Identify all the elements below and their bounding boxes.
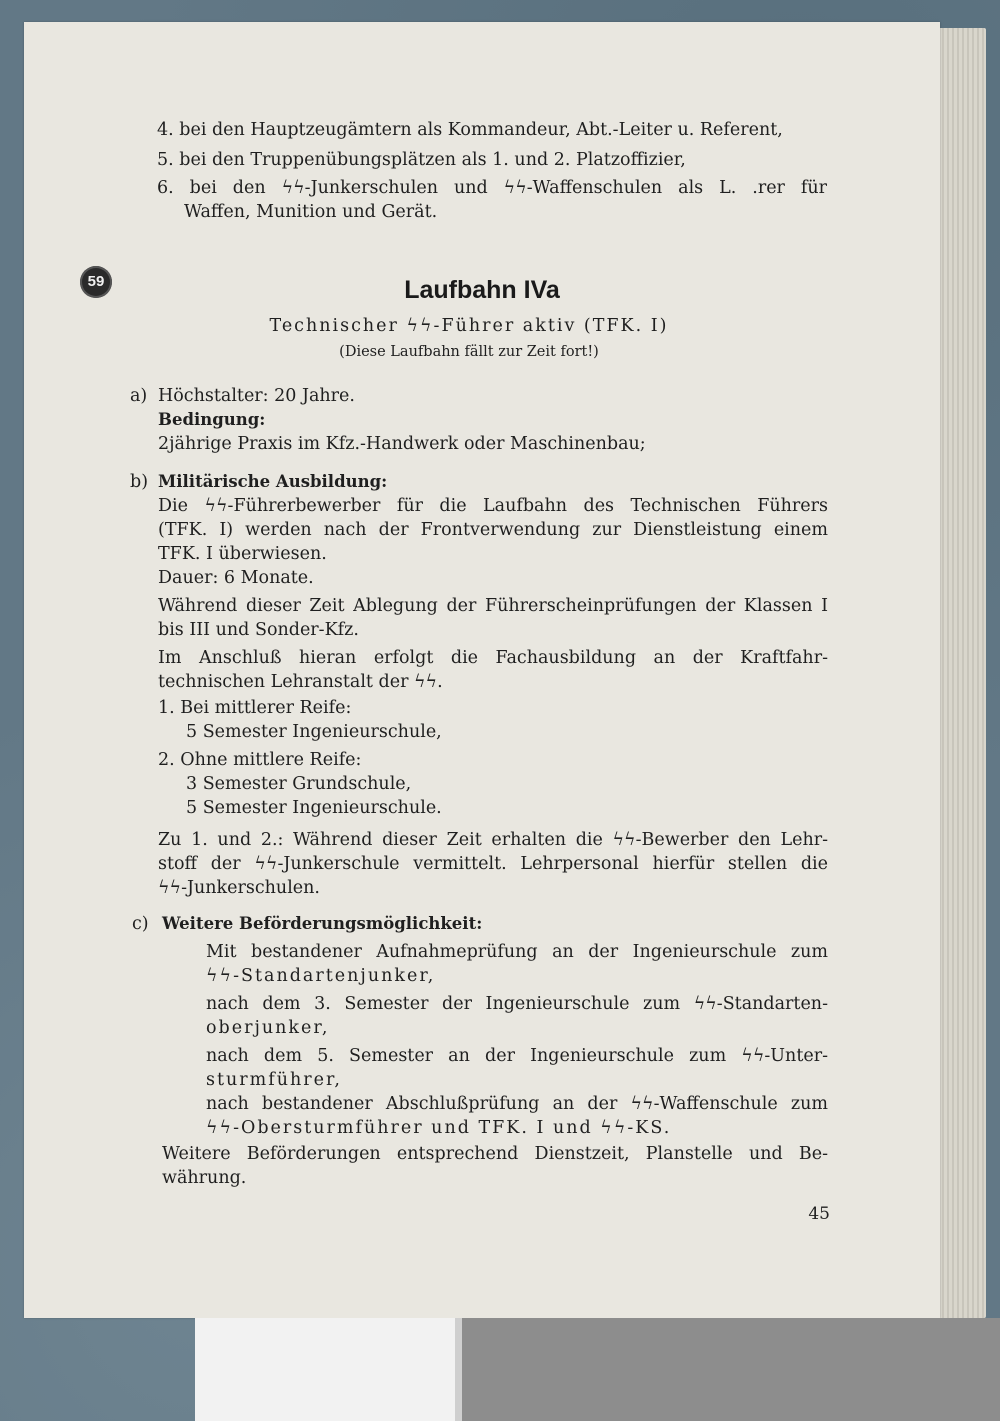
part-b-para1-line1: Die ϟϟ-Führerbewerber für die Laufbahn des Technischen Führers [158,496,828,516]
list-item-6-line2: Waffen, Munition und Gerät. [184,202,438,222]
part-b-option2-item2: 5 Semester Ingenieurschule. [186,798,442,818]
part-c-p2-line1: nach dem 3. Semester der Ingenieurschule zum ϟϟ-Standarten- [206,994,828,1014]
scan-card-white [195,1318,465,1421]
part-b-option2-heading: 2. Ohne mittlere Reife: [158,750,362,770]
list-item-5: 5. bei den Truppenübungsplätzen als 1. und 2. Platzoffizier, [157,150,686,170]
part-b-heading: Militärische Ausbildung: [158,472,388,491]
part-b-option1-item: 5 Semester Ingenieurschule, [186,722,442,742]
part-b-option2-item1: 3 Semester Grundschule, [186,774,412,794]
list-item-6-line1: 6. bei den ϟϟ-Junkerschulen und ϟϟ-Waffenschulen als L. .rer für [157,178,827,198]
part-a-condition-heading: Bedingung: [158,410,266,429]
part-a-age: Höchstalter: 20 Jahre. [158,386,355,406]
part-b-para2-line1: Während dieser Zeit Ablegung der Führerscheinprüfungen der Klassen I [158,596,828,616]
part-c-p4-line2: ϟϟ-Obersturmführer und TFK. I und ϟϟ-KS. [206,1118,672,1138]
part-c-p3-line1: nach dem 5. Semester an der Ingenieurschule zum ϟϟ-Unter- [206,1046,828,1066]
part-b-duration: Dauer: 6 Monate. [158,568,314,588]
part-c-p4-line1: nach bestandener Abschlußprüfung an der ϟϟ-Waffenschule zum [206,1094,828,1114]
part-c-final-line1: Weitere Beförderungen entsprechend Dienstzeit, Planstelle und Be- [162,1144,828,1164]
page-number: 45 [808,1204,830,1224]
part-b-para1-line2: (TFK. I) werden nach der Frontverwendung zur Dienstleistung einem [158,520,828,540]
part-a-label: a) [130,386,148,406]
scan-card-grey [462,1318,1000,1421]
part-b-para4-line1: Zu 1. und 2.: Während dieser Zeit erhalten die ϟϟ-Bewerber den Lehr- [158,830,828,850]
part-c-p1-line1: Mit bestandener Aufnahmeprüfung an der Ingenieurschule zum [206,942,828,962]
section-subtitle: Technischer ϟϟ-Führer aktiv (TFK. I) [269,316,669,336]
part-c-label: c) [132,914,149,934]
part-c-final-line2: währung. [162,1168,247,1188]
part-b-para3-line2: technischen Lehranstalt der ϟϟ. [158,672,443,692]
part-b-option1-heading: 1. Bei mittlerer Reife: [158,698,352,718]
part-b-para4-line3: ϟϟ-Junkerschulen. [158,878,320,898]
section-note: (Diese Laufbahn fällt zur Zeit fort!) [339,344,599,360]
part-b-para2-line2: bis III und Sonder-Kfz. [158,620,359,640]
part-c-p3-line2: sturmführer, [206,1070,342,1090]
section-title: Laufbahn IVa [404,276,560,304]
part-c-p2-line2: oberjunker, [206,1018,330,1038]
part-c-p1-line2: ϟϟ-Standartenjunker, [206,966,436,986]
part-b-label: b) [130,472,149,492]
part-b-para4-line2: stoff der ϟϟ-Junkerschule vermittelt. Lehrpersonal hierfür stellen die [158,854,828,874]
part-b-para3-line1: Im Anschluß hieran erfolgt die Fachausbildung an der Kraftfahr- [158,648,828,668]
part-c-heading: Weitere Beförderungsmöglichkeit: [162,914,483,933]
part-a-condition: 2jährige Praxis im Kfz.-Handwerk oder Maschinenbau; [158,434,646,454]
section-number-badge: 59 [80,266,112,298]
list-item-4: 4. bei den Hauptzeugämtern als Kommandeur, Abt.-Leiter u. Referent, [157,120,783,140]
part-b-para1-line3: TFK. I überwiesen. [158,544,327,564]
